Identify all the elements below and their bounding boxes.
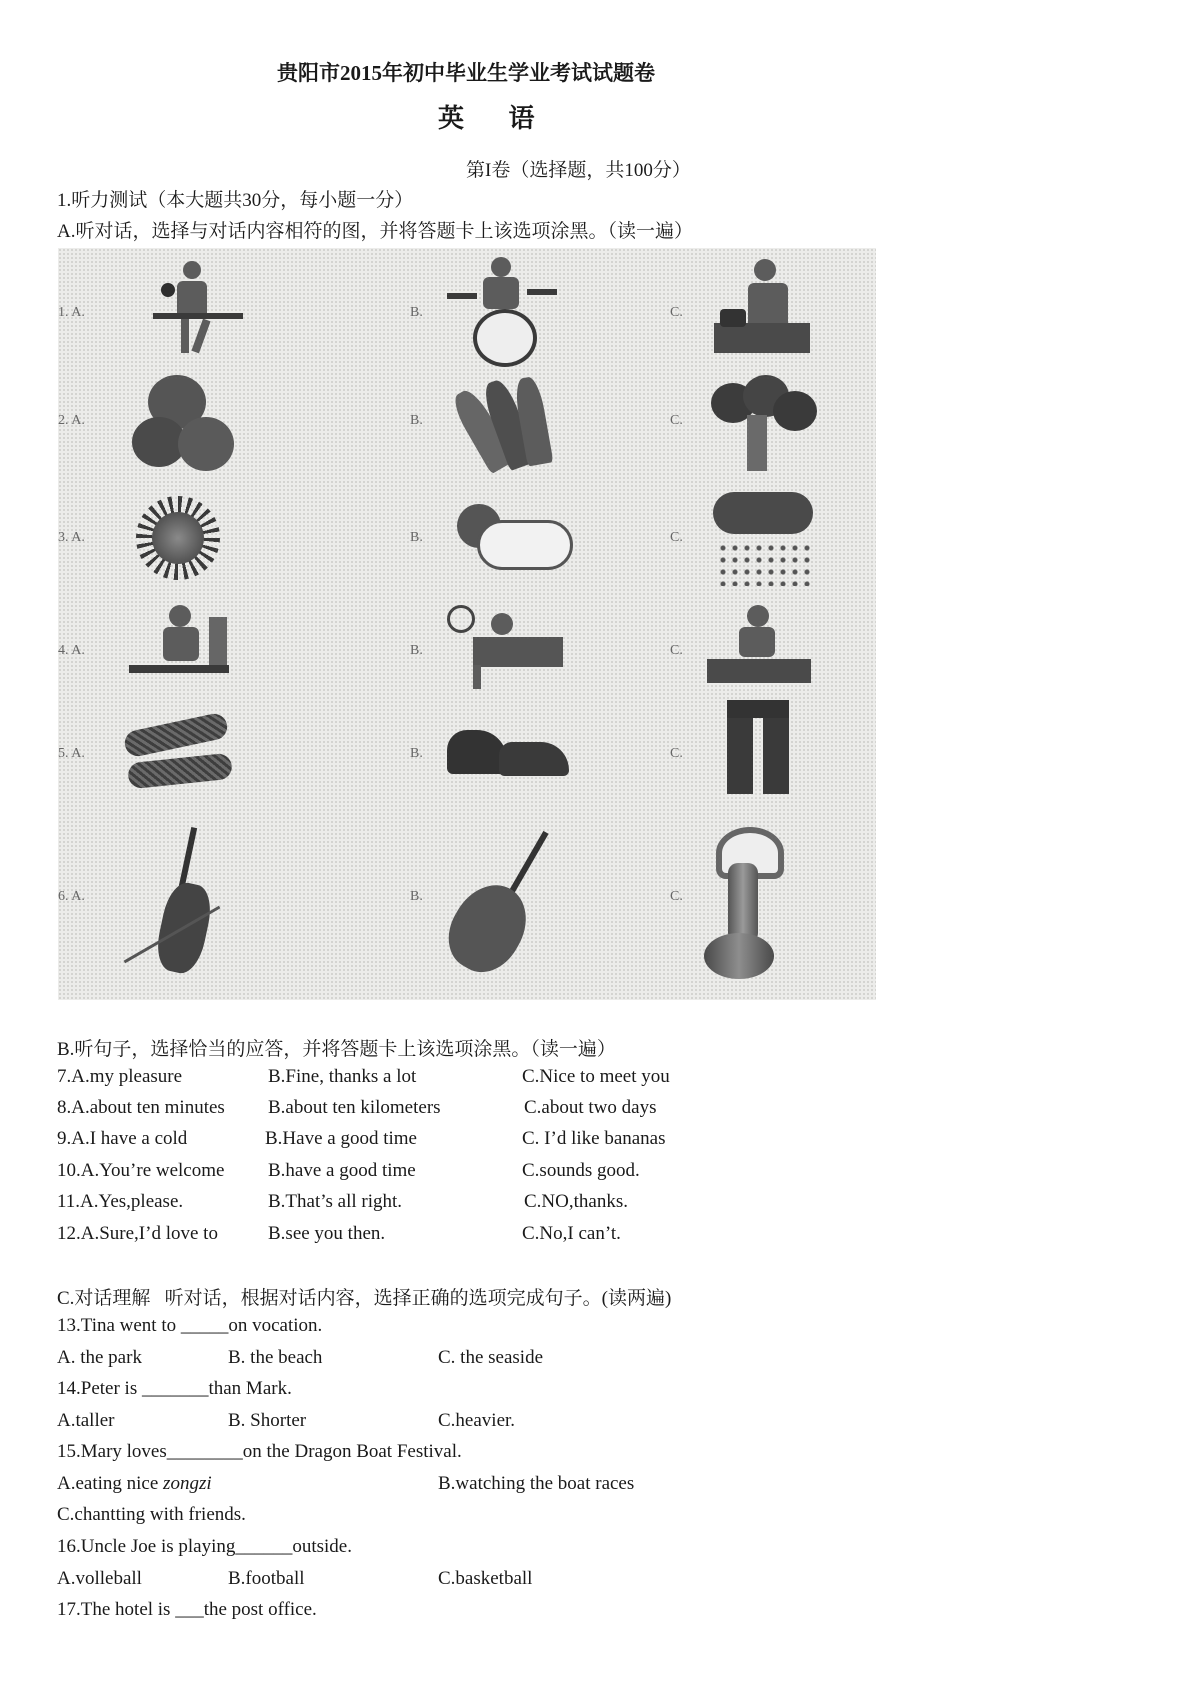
- socks-picture: [118, 708, 238, 798]
- option-8b: B.about ten kilometers: [268, 1097, 441, 1118]
- row-1-label-b: B.: [410, 305, 423, 320]
- section-a-instruction: A.听对话，选择与对话内容相符的图，并将答题卡上该选项涂黑。（读一遍）: [57, 221, 693, 242]
- row-1-label-a: 1. A.: [58, 305, 85, 320]
- option-10c: C.sounds good.: [522, 1160, 640, 1181]
- cooking-picture: [708, 253, 818, 363]
- sunny-picture: [128, 488, 228, 588]
- question-13: 13.Tina went to _____on vocation.: [57, 1315, 323, 1336]
- row-2-label-b: B.: [410, 413, 423, 428]
- tuba-picture: [698, 823, 788, 988]
- row-4-label-c: C.: [670, 643, 683, 658]
- playing-drums-picture: [443, 253, 558, 363]
- option-10b: B.have a good time: [268, 1160, 416, 1181]
- row-4-label-b: B.: [410, 643, 423, 658]
- option-8c: C.about two days: [524, 1097, 657, 1118]
- tomatoes-picture: [128, 373, 238, 478]
- page-title: 贵阳市2015年初中毕业生学业考试试题卷: [277, 61, 655, 85]
- option-7b: B.Fine, thanks a lot: [268, 1066, 417, 1087]
- man-writing-picture: [703, 603, 813, 693]
- option-15b: B.watching the boat races: [438, 1473, 635, 1494]
- option-13c: C. the seaside: [438, 1347, 544, 1368]
- section-b-instruction: B.听句子，选择恰当的应答，并将答题卡上该选项涂黑。（读一遍）: [57, 1039, 616, 1060]
- option-14b: B. Shorter: [228, 1410, 307, 1431]
- listening-heading: 1.听力测试（本大题共30分，每小题一分）: [57, 190, 414, 211]
- option-8a: 8.A.about ten minutes: [57, 1097, 225, 1118]
- row-6-label-c: C.: [670, 889, 683, 904]
- picture-row-6: [58, 823, 876, 993]
- option-9a: 9.A.I have a cold: [57, 1128, 188, 1149]
- picture-row-1: [58, 253, 876, 368]
- option-13a: A. the park: [57, 1347, 142, 1368]
- man-eating-picture: [123, 603, 233, 693]
- row-1-label-c: C.: [670, 305, 683, 320]
- cabbage-picture: [448, 373, 558, 478]
- option-15a: [57, 1473, 212, 1495]
- row-3-label-a: 3. A.: [58, 530, 85, 545]
- section-c-instruction: C.对话理解 听对话，根据对话内容，选择正确的选项完成句子。(读两遍): [57, 1288, 672, 1309]
- row-5-label-b: B.: [410, 746, 423, 761]
- question-15: 15.Mary loves________on the Dragon Boat Festival.: [57, 1441, 462, 1462]
- option-7c: C.Nice to meet you: [522, 1066, 670, 1087]
- option-14a: A.taller: [57, 1410, 115, 1431]
- row-6-label-a: 6. A.: [58, 889, 85, 904]
- picture-row-3: [58, 488, 876, 603]
- pipa-picture: [443, 823, 573, 983]
- option-16a: A.volleball: [57, 1568, 142, 1589]
- subject-title: 英 语: [438, 104, 537, 133]
- row-3-label-c: C.: [670, 530, 683, 545]
- row-3-label-b: B.: [410, 530, 423, 545]
- row-5-label-a: 5. A.: [58, 746, 85, 761]
- playing-table-tennis-picture: [143, 253, 253, 363]
- option-15c: C.chantting with friends.: [57, 1504, 246, 1525]
- picture-row-2: [58, 373, 876, 488]
- row-4-label-a: 4. A.: [58, 643, 85, 658]
- volume-heading: 第I卷（选择题，共100分）: [466, 160, 691, 181]
- option-13b: B. the beach: [228, 1347, 323, 1368]
- option-9b: B.Have a good time: [265, 1128, 417, 1149]
- option-12c: C.No,I can’t.: [522, 1223, 621, 1244]
- sun-and-clouds-picture: [443, 498, 573, 578]
- option-15a-italic: zongzi: [163, 1473, 212, 1494]
- man-sleeping-picture: [443, 603, 568, 693]
- option-16b: B.football: [228, 1568, 305, 1589]
- option-15a-text: A.eating nice: [57, 1473, 164, 1494]
- shorts-picture: [723, 698, 793, 798]
- option-9c: C. I’d like bananas: [522, 1128, 666, 1149]
- option-12b: B.see you then.: [268, 1223, 386, 1244]
- row-2-label-c: C.: [670, 413, 683, 428]
- option-11b: B.That’s all right.: [268, 1191, 403, 1212]
- option-10a: 10.A.You’re welcome: [57, 1160, 225, 1181]
- option-7a: 7.A.my pleasure: [57, 1066, 183, 1087]
- question-14: 14.Peter is _______than Mark.: [57, 1378, 292, 1399]
- rain-picture: [703, 488, 823, 593]
- picture-row-5: [58, 708, 876, 823]
- broccoli-picture: [703, 373, 823, 478]
- picture-grid: [58, 248, 876, 1000]
- question-16: 16.Uncle Joe is playing______outside.: [57, 1536, 352, 1557]
- option-12a: 12.A.Sure,I’d love to: [57, 1223, 218, 1244]
- option-11a: 11.A.Yes,please.: [57, 1191, 184, 1212]
- option-14c: C.heavier.: [438, 1410, 516, 1431]
- question-17: 17.The hotel is ___the post office.: [57, 1599, 317, 1620]
- row-6-label-b: B.: [410, 889, 423, 904]
- option-16c: C.basketball: [438, 1568, 533, 1589]
- row-5-label-c: C.: [670, 746, 683, 761]
- option-11c: C.NO,thanks.: [524, 1191, 628, 1212]
- sneakers-picture: [443, 708, 573, 798]
- row-2-label-a: 2. A.: [58, 413, 85, 428]
- violin-picture: [113, 823, 233, 983]
